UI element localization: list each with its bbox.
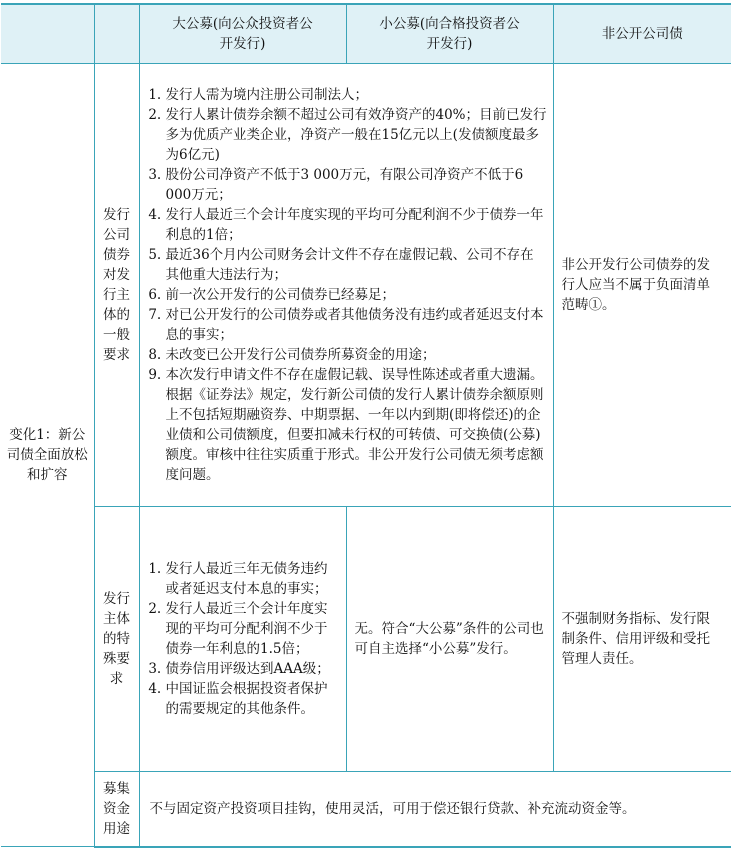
requirement-item: 2. 发行人累计债券余额不超过公司有效净资产的40%；目前已发行多为优质产业类企业，净资产一般在15亿元以上(发债额度最多为6亿元)	[166, 105, 547, 165]
bond-comparison-table	[1, 3, 731, 848]
requirement-item: 3. 债券信用评级达到AAA级；	[166, 659, 340, 679]
header-empty-1	[1, 4, 94, 64]
special-requirement-list	[140, 553, 346, 725]
special-small-requirement: 无。符合“大公募”条件的公司也可自主选择“小公募”发行。	[346, 507, 553, 772]
requirement-item: 3. 股份公司净资产不低于3 000万元，有限公司净资产不低于6 000万元；	[166, 165, 547, 205]
special-private-requirement: 不强制财务指标、发行限制条件、信用评级和受托管理人责任。	[553, 507, 731, 772]
requirement-item: 8. 未改变已公开发行公司债券所募资金的用途；	[166, 345, 547, 365]
header-small-public: 小公募(向合格投资者公开发行)	[346, 4, 553, 64]
header-empty-2	[94, 4, 139, 64]
requirement-item: 6. 前一次公开发行的公司债券已经募足；	[166, 285, 547, 305]
special-large-requirements	[139, 507, 346, 772]
header-private: 非公开公司债	[553, 4, 731, 64]
category-label: 变化1：新公司债全面放松和扩容	[1, 64, 94, 847]
header-large-public: 大公募(向公众投资者公开发行)	[139, 4, 346, 64]
requirement-item: 1. 发行人需为境内注册公司制法人；	[166, 85, 547, 105]
usage-text: 不与固定资产投资项目挂钩，使用灵活，可用于偿还银行贷款、补充流动资金等。	[139, 772, 731, 847]
requirement-item: 1. 发行人最近三年无债务违约或者延迟支付本息的事实；	[166, 559, 340, 599]
row-label-general: 发行公司债券对发行主体的一般要求	[94, 64, 139, 507]
row-label-special: 发行主体的特殊要求	[94, 507, 139, 772]
general-private-requirement: 非公开发行公司债券的发行人应当不属于负面清单范畴①。	[553, 64, 731, 507]
general-requirement-list	[140, 79, 553, 491]
requirement-item: 4. 中国证监会根据投资者保护的需要规定的其他条件。	[166, 679, 340, 719]
requirement-item: 4. 发行人最近三个会计年度实现的平均可分配利润不少于债券一年利息的1倍；	[166, 205, 547, 245]
requirement-item: 7. 对已公开发行的公司债券或者其他债务没有违约或者延迟支付本息的事实；	[166, 305, 547, 345]
requirement-item: 9. 本次发行申请文件不存在虚假记载、误导性陈述或者重大遗漏。根据《证券法》规定，发行新公司债的发行人累计债券余额原则上不包括短期融资券、中期票据、一年以内到期(即将偿还)的企业债和公司债额度，但要扣减未行权的可转债、可交换债(公募)额度。审核中往往实质重于形式。非公开发行公司债无须考虑额度问题。	[166, 365, 547, 485]
general-public-requirements	[139, 64, 553, 507]
row-label-usage: 募集资金用途	[94, 772, 139, 847]
requirement-item: 5. 最近36个月内公司财务会计文件不存在虚假记载、公司不存在其他重大违法行为；	[166, 245, 547, 285]
requirement-item: 2. 发行人最近三个会计年度实现的平均可分配利润不少于债券一年利息的1.5倍；	[166, 599, 340, 659]
